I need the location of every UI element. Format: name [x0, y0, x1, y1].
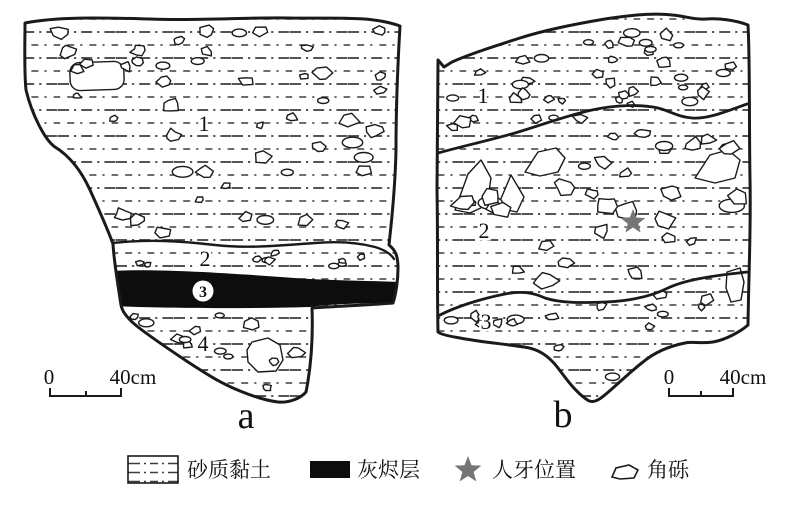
- breccia-clast: [130, 314, 138, 320]
- scale-length-b: 40cm: [719, 365, 767, 389]
- breccia-clast: [136, 261, 145, 266]
- breccia-clast: [444, 317, 458, 324]
- breccia-clast: [579, 163, 591, 169]
- breccia-clast: [329, 263, 339, 268]
- sandy-clay-swatch: [128, 456, 178, 483]
- layer-label-b3: 3: [480, 309, 492, 334]
- breccia-clast: [682, 97, 698, 105]
- breccia-clast: [263, 384, 271, 390]
- legend-label-ash-layer: 灰烬层: [357, 458, 420, 482]
- breccia-clast: [534, 55, 548, 63]
- breccia-clast: [195, 197, 203, 202]
- breccia-clast: [624, 29, 640, 38]
- breccia-clast: [139, 319, 154, 327]
- breccia-clast: [598, 199, 618, 214]
- breccia-clast: [144, 262, 150, 267]
- layer-label-a1: 1: [198, 111, 210, 136]
- breccia-clast: [281, 169, 293, 175]
- breccia-clast: [215, 348, 227, 354]
- breccia-clast: [679, 85, 688, 90]
- breccia-clast: [172, 166, 193, 177]
- layer-label-a2: 2: [199, 246, 211, 271]
- breccia-clast: [191, 58, 204, 65]
- legend-label-sandy-clay: 砂质黏土: [187, 458, 271, 482]
- legend-label-tooth-position: 人牙位置: [492, 458, 576, 482]
- panel-letter-a: a: [237, 395, 255, 437]
- breccia-clast: [356, 166, 371, 176]
- breccia-clast: [300, 74, 308, 80]
- breccia-clast: [656, 142, 673, 151]
- breccia-clast: [132, 57, 144, 66]
- breccia-clast: [512, 80, 528, 88]
- breccia-clast: [342, 137, 362, 148]
- breccia-clast: [675, 74, 688, 81]
- breccia-clast: [318, 98, 329, 104]
- ash-layer-swatch: [310, 461, 350, 478]
- breccia-clast: [179, 337, 191, 343]
- scale-length-a: 40cm: [109, 365, 157, 389]
- legend-item-sandy-clay: [128, 456, 271, 483]
- layer-label-a4: 4: [197, 331, 209, 356]
- breccia-clast: [447, 95, 459, 101]
- breccia-clast: [257, 122, 263, 129]
- breccia-clast: [605, 373, 619, 380]
- breccia-clast: [339, 258, 346, 263]
- legend-label-breccia: 角砾: [647, 458, 689, 482]
- scale-zero-a: 0: [43, 365, 55, 389]
- breccia-clast: [215, 313, 224, 318]
- breccia-clast: [674, 43, 684, 48]
- layer-label-b2: 2: [478, 218, 490, 243]
- panel-letter-b: b: [553, 394, 573, 436]
- breccia-clast: [232, 29, 246, 37]
- breccia-clast: [354, 153, 373, 163]
- breccia-clast: [156, 62, 170, 69]
- breccia-clast: [584, 40, 594, 45]
- layer-label-a3: 3: [199, 284, 207, 301]
- breccia-clast: [716, 69, 730, 76]
- breccia-clast: [725, 62, 736, 70]
- breccia-clast: [257, 216, 274, 225]
- breccia-clast: [357, 254, 364, 260]
- breccia-clast: [639, 39, 652, 46]
- breccia-clast: [645, 46, 656, 52]
- scale-zero-b: 0: [663, 365, 675, 389]
- breccia-clast: [247, 338, 283, 372]
- breccia-clast: [657, 311, 668, 317]
- breccia-clast: [224, 354, 233, 359]
- layer-label-b1: 1: [477, 83, 489, 108]
